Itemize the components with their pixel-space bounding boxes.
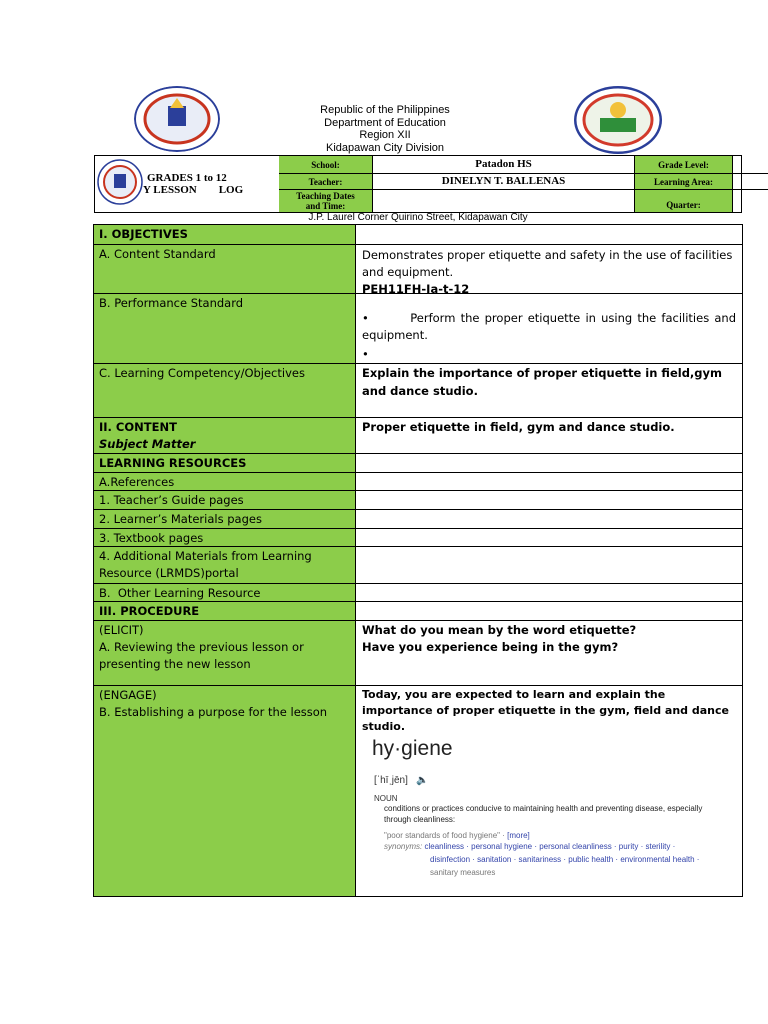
row-engage <box>93 685 743 897</box>
lesson-log-title <box>143 172 244 196</box>
content-standard-cell <box>356 245 742 296</box>
grade-level-value-cell <box>733 156 768 174</box>
dictionary-pronunciation: [ˈhīˌjēn] <box>374 775 408 786</box>
teaching-dates-line-2: and Time: <box>305 201 346 211</box>
subject-matter-label: Subject Matter <box>99 437 196 451</box>
performance-standard-cell <box>356 294 742 363</box>
content-label-cell <box>94 418 356 453</box>
textbook-label: 3. Textbook pages <box>94 529 356 546</box>
synonyms-line-3: sanitary measures <box>430 868 496 877</box>
content-value: Proper etiquette in field, gym and dance studio. <box>362 420 675 434</box>
elicit-question-2: Have you experience being in the gym? <box>362 640 619 654</box>
procedure-heading: III. PROCEDURE <box>94 602 356 620</box>
engage-label-cell <box>94 686 356 896</box>
school-value: Patadon HS <box>373 156 635 174</box>
other-resource-label: B. Other Learning Resource <box>94 584 356 601</box>
content-standard-value: Demonstrates proper etiquette and safety in the use of facilities and equipment. <box>362 248 733 279</box>
row-other-resource <box>93 583 743 601</box>
quarter-label: Quarter: <box>635 190 733 212</box>
lesson-log-info-table <box>94 155 742 213</box>
deped-small-seal <box>97 159 143 205</box>
synonyms-line-2[interactable]: disinfection · sanitation · sanitariness · public health · environmental health · <box>430 855 700 864</box>
references-label: A.References <box>94 473 356 490</box>
title-cell <box>95 156 280 212</box>
textbook-value <box>356 529 742 546</box>
procedure-value <box>356 602 742 620</box>
engage-value-cell <box>356 686 742 896</box>
dictionary-more-link[interactable]: [more] <box>507 831 530 840</box>
row-additional-materials <box>93 546 743 583</box>
header-line-region: Region XII <box>359 129 411 141</box>
row-references <box>93 472 743 490</box>
learning-area-value <box>733 174 768 190</box>
teaching-dates-line-1: Teaching Dates <box>296 191 355 201</box>
performance-standard-value <box>362 310 736 344</box>
elicit-question-1: What do you mean by the word etiquette? <box>362 623 637 637</box>
objectives-value <box>356 225 742 244</box>
deped-seal-left <box>134 86 220 152</box>
header-text <box>260 104 510 154</box>
teacher-value: DINELYN T. BALLENAS <box>373 174 635 190</box>
grade-level-label: Grade Level: <box>635 156 733 174</box>
teachers-guide-value <box>356 491 742 509</box>
dictionary-definition: conditions or practices conducive to maintaining health and preventing disease, especially through cleanliness: <box>384 804 703 824</box>
content-heading: II. CONTENT <box>99 420 177 434</box>
competency-value: Explain the importance of proper etiquette in field,gym and dance studio. <box>362 366 723 398</box>
competency-label: C. Learning Competency/Objectives <box>94 364 356 417</box>
synonyms-line-1[interactable]: cleanliness · personal hygiene · personal cleanliness · purity · sterility · <box>424 842 676 851</box>
additional-materials-label: 4. Additional Materials from Learning Resource (LRMDS)portal <box>94 547 356 583</box>
learners-materials-label: 2. Learner’s Materials pages <box>94 510 356 528</box>
teaching-dates-label <box>279 190 373 212</box>
engage-label: B. Establishing a purpose for the lesson <box>99 705 328 719</box>
title-line-2: Y LESSON LOG <box>143 184 244 196</box>
dictionary-synonyms <box>384 840 734 879</box>
other-resource-value <box>356 584 742 601</box>
hygiene-dictionary-card <box>364 734 736 890</box>
dictionary-part-of-speech: NOUN <box>374 794 398 803</box>
header-line-deped: Department of Education <box>324 116 446 129</box>
objectives-heading: I. OBJECTIVES <box>94 225 356 244</box>
teacher-label: Teacher: <box>279 174 373 190</box>
header-line-republic: Republic of the Philippines <box>320 104 450 116</box>
dictionary-word: hy·giene <box>372 737 453 760</box>
learning-area-label: Learning Area: <box>635 174 733 190</box>
teaching-dates-value <box>373 190 635 212</box>
row-content <box>93 417 743 453</box>
bullet-icon: • <box>362 347 369 361</box>
header-line-division: Kidapawan City Division <box>326 141 444 154</box>
elicit-value-cell <box>356 621 742 685</box>
bullet-icon: • <box>362 311 411 325</box>
engage-tag: (ENGAGE) <box>99 688 157 702</box>
engage-value: Today, you are expected to learn and explain the importance of proper etiquette in the gym, field and dance studio. <box>362 688 729 733</box>
elicit-label: A. Reviewing the previous lesson or presenting the new lesson <box>99 640 304 671</box>
school-address: J.P. Laurel Corner Quirino Street, Kidapawan City <box>308 212 528 223</box>
row-elicit <box>93 620 743 685</box>
additional-materials-value <box>356 547 742 583</box>
learning-resources-heading: LEARNING RESOURCES <box>94 454 356 472</box>
division-seal-right <box>574 86 662 154</box>
references-value <box>356 473 742 490</box>
synonyms-label: synonyms: <box>384 842 423 851</box>
title-line-1: GRADES 1 to 12 <box>147 172 227 184</box>
row-textbook <box>93 528 743 546</box>
row-learning-resources <box>93 453 743 472</box>
quarter-value <box>733 190 768 212</box>
learners-materials-value <box>356 510 742 528</box>
dictionary-example-text: "poor standards of food hygiene" · <box>384 831 505 840</box>
row-content-standard <box>93 244 743 296</box>
performance-standard-label: B. Performance Standard <box>94 294 356 363</box>
elicit-tag: (ELICIT) <box>99 623 144 637</box>
content-standard-label: A. Content Standard <box>94 245 356 293</box>
row-performance-standard <box>93 293 743 363</box>
performance-standard-text: Perform the proper etiquette in using the facilities and equipment. <box>362 311 736 342</box>
learning-resources-value <box>356 454 742 472</box>
row-competency <box>93 363 743 417</box>
row-learners-materials <box>93 509 743 528</box>
row-procedure <box>93 601 743 620</box>
elicit-label-cell <box>94 621 356 685</box>
speaker-icon[interactable]: 🔈 <box>416 775 429 786</box>
content-standard-code: PEH11FH-Ia-t-12 <box>362 282 470 296</box>
teachers-guide-label: 1. Teacher’s Guide pages <box>94 491 356 509</box>
row-objectives <box>93 224 743 244</box>
row-teachers-guide <box>93 490 743 509</box>
school-label: School: <box>279 156 373 174</box>
